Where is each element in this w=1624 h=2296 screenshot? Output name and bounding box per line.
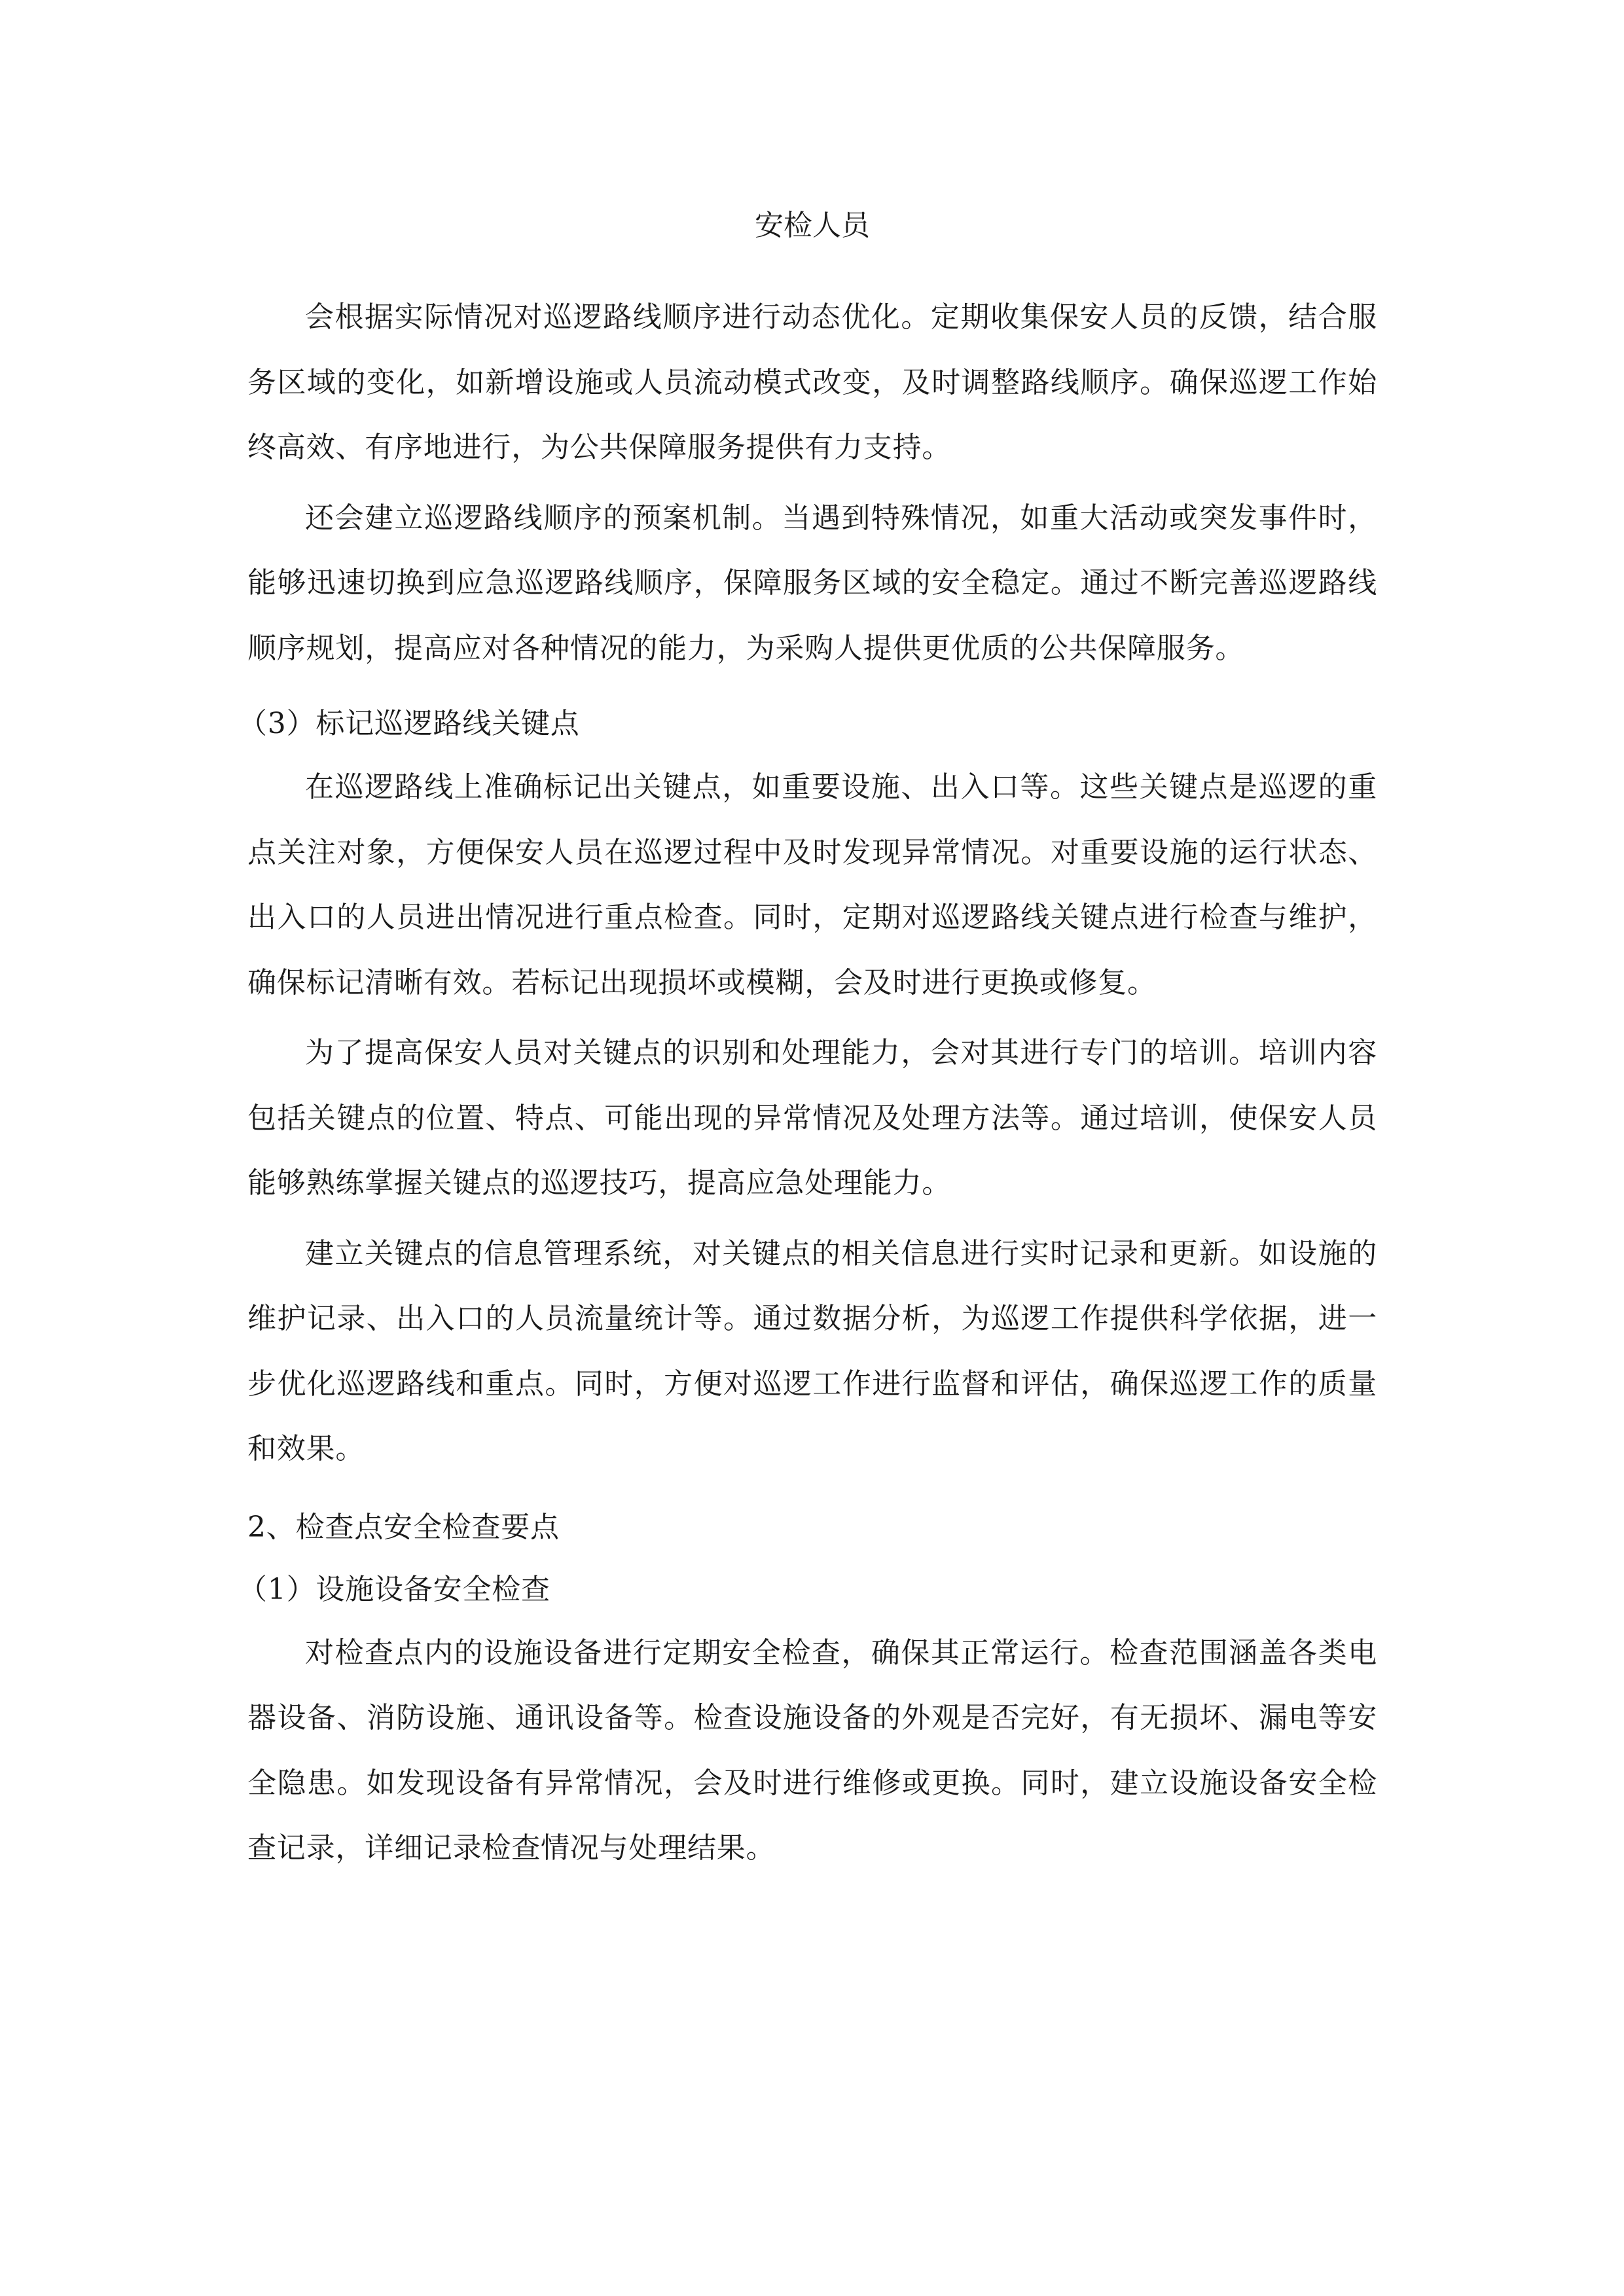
paragraph: 对检查点内的设施设备进行定期安全检查，确保其正常运行。检查范围涵盖各类电器设备、消防设施、通讯设备等。检查设施设备的外观是否完好，有无损坏、漏电等安全隐患。如发现设备有异常情况，会及时进行维修或更换。同时，建立设施设备安全检查记录，详细记录检查情况与处理结果。 bbox=[247, 1636, 1377, 1865]
section-heading-checkpoint-safety: 2、检查点安全检查要点 bbox=[247, 1510, 560, 1544]
page-title: 安检人员 bbox=[755, 209, 870, 242]
document-body bbox=[238, 196, 1377, 1881]
paragraph: 在巡逻路线上准确标记出关键点，如重要设施、出入口等。这些关键点是巡逻的重点关注对象，方便保安人员在巡逻过程中及时发现异常情况。对重要设施的运行状态、出入口的人员进出情况进行重点检查。同时，定期对巡逻路线关键点进行检查与维护，确保标记清晰有效。若标记出现损坏或模糊，会及时进行更换或修复。 bbox=[247, 770, 1377, 999]
subheading-mark-key-points: （3）标记巡逻路线关键点 bbox=[238, 707, 580, 740]
paragraph: 建立关键点的信息管理系统，对关键点的相关信息进行实时记录和更新。如设施的维护记录、出入口的人员流量统计等。通过数据分析，为巡逻工作提供科学依据，进一步优化巡逻路线和重点。同时，方便对巡逻工作进行监督和评估，确保巡逻工作的质量和效果。 bbox=[247, 1236, 1377, 1465]
paragraph: 为了提高保安人员对关键点的识别和处理能力，会对其进行专门的培训。培训内容包括关键点的位置、特点、可能出现的异常情况及处理方法等。通过培训，使保安人员能够熟练掌握关键点的巡逻技巧，提高应急处理能力。 bbox=[247, 1036, 1377, 1200]
subheading-facility-equipment-check: （1）设施设备安全检查 bbox=[238, 1572, 550, 1606]
paragraph: 会根据实际情况对巡逻路线顺序进行动态优化。定期收集保安人员的反馈，结合服务区域的变化，如新增设施或人员流动模式改变，及时调整路线顺序。确保巡逻工作始终高效、有序地进行，为公共保障服务提供有力支持。 bbox=[247, 300, 1377, 464]
paragraph: 还会建立巡逻路线顺序的预案机制。当遇到特殊情况，如重大活动或突发事件时，能够迅速切换到应急巡逻路线顺序，保障服务区域的安全稳定。通过不断完善巡逻路线顺序规划，提高应对各种情况的能力，为采购人提供更优质的公共保障服务。 bbox=[247, 501, 1377, 665]
